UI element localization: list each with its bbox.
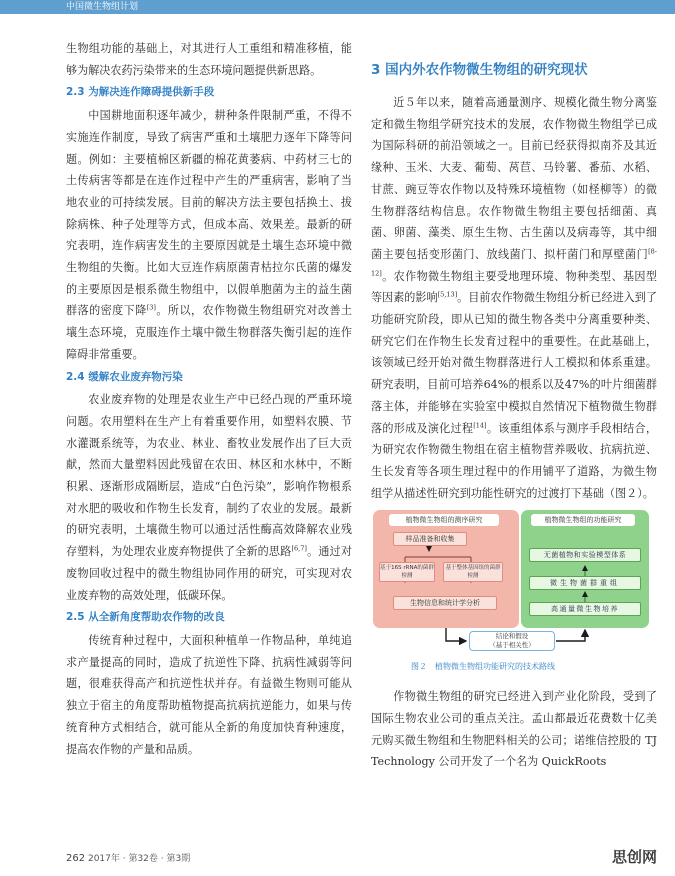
conclusion-label: 结论和假设 [495, 632, 529, 641]
bioinformatics-step: 生物信息和统计学分析 [393, 596, 497, 610]
section-2-5-paragraph: 传统育种过程中，大面积种植单一作物品种，单纯追求产量提高的同时，造成了抗逆性下降、抗病性减弱等问题，很难获得高产和抗逆性状并存。有益微生物则可能从独立于宿主的角度帮助植物提高抗病抗逆能力，如果与传统育种方式相结合，就可能从全新的角度加快育种速度，提高农作物的产量和品质。 [66, 633, 352, 756]
citation-ref: [14] [473, 420, 487, 429]
citation-ref: [6,7] [291, 544, 307, 553]
section-2-3-heading: 2.3 为解决连作障碍提供新手段 [66, 86, 215, 99]
right-panel-header: 植物微生物组的功能研究 [531, 514, 635, 526]
arrow-up-icon [556, 630, 585, 641]
section-3-paragraph-2: 作物微生物组的研究已经进入到产业化阶段，受到了国际生物农业公司的重点关注。孟山都最近花费数十亿美元购买微生物组和生物肥料相关的公司；诺维信控股的 TJ Technology 公司开发了一个名为 QuickRoots [371, 690, 657, 769]
citation-ref: [8-12] [371, 247, 657, 277]
journal-header-bar [0, 0, 675, 14]
citation-ref: [5,13] [437, 290, 458, 299]
s3-text-a: 近５年以来，随着高通量测序、规模化微生物分离鉴定和微生物组学研究技术的发展，农作物微生物组学已成为国际科研的前沿领域之一。目前已经获得拟南芥及其近缘种、玉米、大麦、葡萄、莴苣、马铃薯、番茄、水稻、甘蔗、豌豆等农作物以及特殊环境植物（如柽柳等）的微生物群落结构信息。农作物微生物组主要包括细菌、真菌、卵菌、藻类、原生生物、古生菌以及病毒等，其中细菌主要包括变形菌门、放线菌门、拟杆菌门和厚壁菌门 [371, 96, 657, 261]
right-column [371, 40, 657, 773]
citation-ref: [3] [146, 303, 156, 312]
section-2-4-paragraph [66, 389, 352, 606]
figure-2-flowchart [371, 510, 657, 657]
conclusion-box [469, 631, 555, 651]
journal-title: 中国微生物组计划 [66, 2, 139, 12]
section-2-3-paragraph [66, 105, 352, 365]
section-2-4-text-cont: 。通过对废物回收过程中的微生物组协同作用的研究，可实现对农业废弃物的高效处理，低碳环保。 [66, 545, 352, 602]
section-3-paragraph-1 [371, 92, 657, 504]
section-2-4-heading: 2.4 缓解农业废弃物污染 [66, 370, 183, 383]
section-2-3-text: 中国耕地面积逐年减少，耕种条件限制严重，不得不实施连作制度，导致了病害严重和土壤肥力逐年下降等问题。例如：主要植棉区新疆的棉花黄萎病、中药材三七的土传病害等都是在连作过程中产生的严重病害，影响了当地农业的可持续发展。目前的解决方法主要包括换土、拔除病株、种子处理等方式，但成本高、效果差。最新的研究表明，连作病害发生的主要原因就是土壤生态环境中微生物组的失衡。比如大豆连作病原菌青枯拉尔氏菌的爆发的主要原因是根系微生物组中，以假单胞菌为主的益生菌群落的密度下降 [66, 109, 352, 318]
high-throughput-culture-step: 高通量微生物培养 [529, 602, 641, 616]
conclusion-note: （基于相关性） [489, 641, 535, 650]
s3-text-c: 。目前农作物微生物组分析已经进入到了功能研究阶段，即从已知的微生物各类中分离重要种类、研究它们在作物生长发育过程中的重要性。在此基础上，该领域已经开始对微生物群落进行人工模拟和体系重建。研究表明，目前可培养64%的根系以及47%的叶片细菌群落主体，并能够在实验室中模拟自然情况下植物微生物群落的形成及演化过程 [371, 291, 657, 435]
s3-text-d: 。该重组体系与测序手段相结合，为研究农作物微生物组在宿主植物营养吸收、抗病抗逆、生长发育等各项生理过程中的作用铺平了道路，为微生物组学从描述性研究到功能性研究的过渡打下基础（图２）。 [371, 421, 657, 500]
page-footer [66, 851, 190, 864]
site-watermark: 思创网 [612, 848, 658, 866]
germ-free-model-step: 无菌植物和实验模型体系 [529, 548, 641, 562]
sample-prep-step: 样品准备和收集 [393, 532, 467, 546]
section-2-4-text: 农业废弃物的处理是农业生产中已经凸现的严重环境问题。农用塑料在生产上有着重要作用，如塑料农膜、节水灌溉系统等，为农业、林业、畜牧业发展作出了巨大贡献，然而大量塑料因此残留在农田、林区和水林中，不断积累、逐渐形成隔断层，造成“白色污染”，影响作物根系对水肥的吸收和作物生长发育，制约了农业的发展。最新的研究表明，土壤微生物可以通过活性酶高效降解农业残存塑料，为处理农业废弃物提供了全新的思路 [66, 393, 352, 559]
arrow-right-icon [446, 628, 466, 641]
section-2-3-text-cont: 。所以，农作物微生物组研究对改善土壤生态环境，克服连作土壤中微生物群落失衡引起的连作障碍非常重要。 [66, 304, 352, 361]
community-reconstruction-step: 微生物菌群重组 [529, 576, 641, 590]
figure-caption: 图２ 植物微生物组功能研究的技术路线 [411, 662, 555, 672]
16s-rrna-step: 基于16S rRNA的菌群检测 [379, 562, 435, 582]
page-number: 262 [66, 853, 86, 864]
left-panel-header: 植物微生物组的测序研究 [389, 514, 499, 526]
issue-info: 2017年 · 第32卷 · 第3期 [87, 854, 191, 864]
section-3-heading: 3 国内外农作物微生物组的研究现状 [371, 62, 588, 78]
left-column [66, 38, 352, 760]
section-2-5-heading: 2.5 从全新角度帮助农作物的改良 [66, 611, 225, 624]
whole-genome-step: 基于整体基因组的菌群检测 [443, 562, 503, 582]
s3-text-b: 。农作物微生物组主要受地理环境、物种类型、基因型等因素的影响 [371, 269, 657, 305]
intro-paragraph: 生物组功能的基础上，对其进行人工重组和精准移植，能够为解决农药污染带来的生态环境问题提供新思路。 [66, 42, 352, 77]
